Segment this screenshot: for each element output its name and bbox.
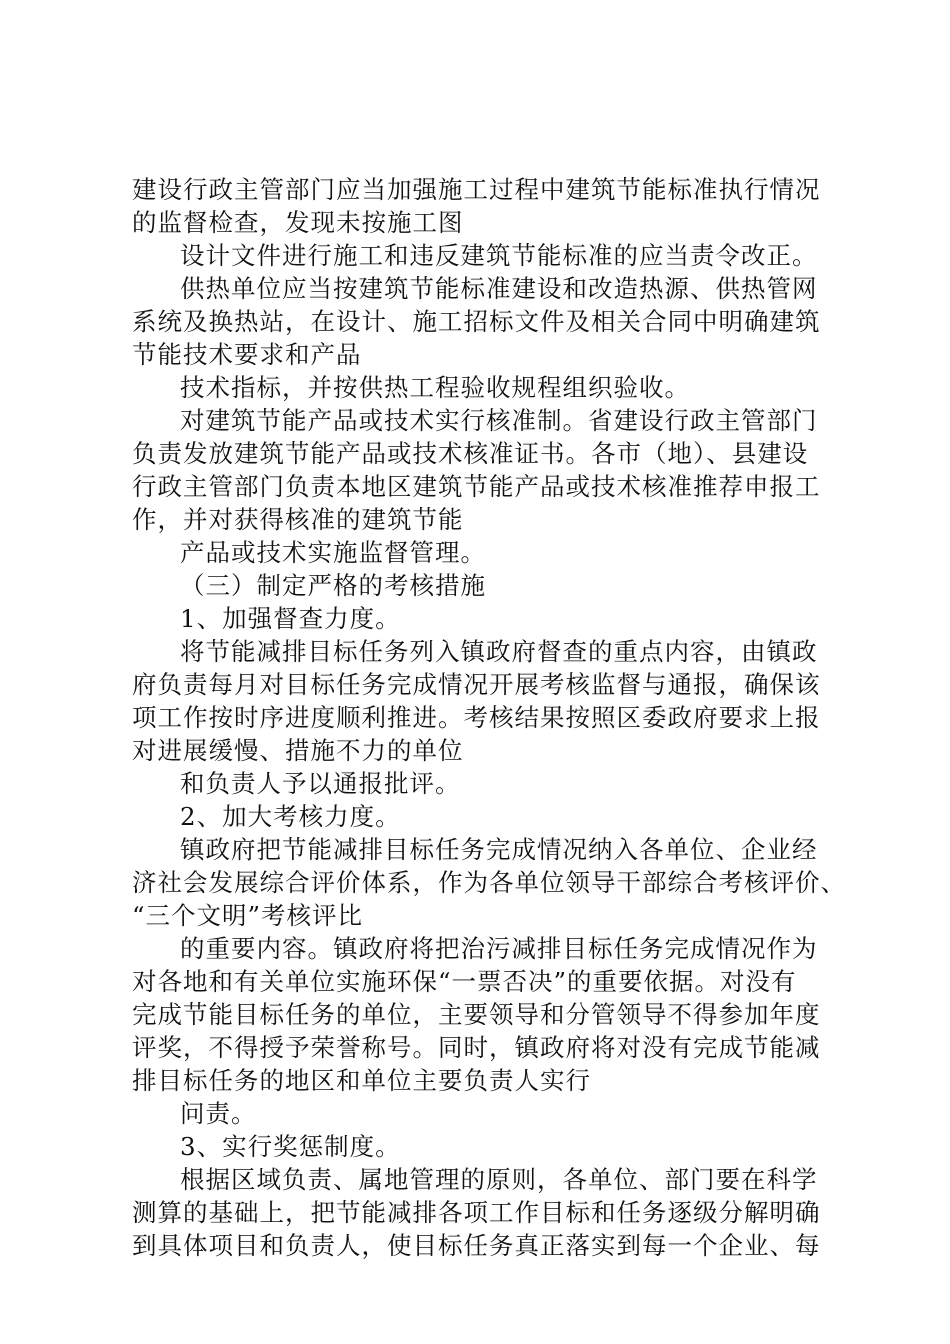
text-line: 的重要内容。镇政府将把治污减排目标任务完成情况作为 [180,934,818,963]
text-line: 建设行政主管部门应当加强施工过程中建筑节能标准执行情况 [132,175,821,204]
text-line: 对各地和有关单位实施环保“一票否决”的重要依据。对没有 [132,967,797,996]
text-line: 的监督检查，发现未按施工图 [132,208,464,237]
text-line: 技术指标，并按供热工程验收规程组织验收。 [180,373,690,402]
text-line: 行政主管部门负责本地区建筑节能产品或技术核准推荐申报工 [132,472,821,501]
text-line: 2、加大考核力度。 [180,802,401,831]
text-line: 排目标任务的地区和单位主要负责人实行 [132,1066,591,1095]
text-line: 项工作按时序进度顺利推进。考核结果按照区委政府要求上报 [132,703,821,732]
text-line: 设计文件进行施工和违反建筑节能标准的应当责令改正。 [180,241,818,270]
text-line: “三个文明”考核评比 [132,901,364,930]
text-line: 完成节能目标任务的单位，主要领导和分管领导不得参加年度 [132,1000,821,1029]
text-line: 评奖，不得授予荣誉称号。同时，镇政府将对没有完成节能减 [132,1033,821,1062]
text-line: 济社会发展综合评价体系，作为各单位领导干部综合考核评价、 [132,868,846,897]
text-line: 和负责人予以通报批评。 [180,769,461,798]
text-line: 作，并对获得核准的建筑节能 [132,505,464,534]
text-line: 3、实行奖惩制度。 [180,1132,401,1161]
text-line: 对建筑节能产品或技术实行核准制。省建设行政主管部门 [180,406,818,435]
text-line: 问责。 [180,1099,257,1128]
text-line: 1、加强督查力度。 [180,604,401,633]
text-line: 系统及换热站，在设计、施工招标文件及相关合同中明确建筑 [132,307,821,336]
text-line: 产品或技术实施监督管理。 [180,538,486,567]
text-line: 到具体项目和负责人，使目标任务真正落实到每一个企业、每 [132,1231,821,1260]
text-line: 负责发放建筑节能产品或技术核准证书。各市（地）、县建设 [132,439,809,468]
text-line: 节能技术要求和产品 [132,340,362,369]
text-line: 镇政府把节能减排目标任务完成情况纳入各单位、企业经 [180,835,818,864]
text-line: 根据区域负责、属地管理的原则，各单位、部门要在科学 [180,1165,818,1194]
text-line: 府负责每月对目标任务完成情况开展考核监督与通报，确保该 [132,670,821,699]
document-body [132,173,846,1262]
text-line: 测算的基础上，把节能减排各项工作目标和任务逐级分解明确 [132,1198,821,1227]
text-line: （三）制定严格的考核措施 [180,571,486,600]
text-line: 对进展缓慢、措施不力的单位 [132,736,464,765]
text-line: 将节能减排目标任务列入镇政府督查的重点内容，由镇政 [180,637,818,666]
text-line: 供热单位应当按建筑节能标准建设和改造热源、供热管网 [180,274,818,303]
